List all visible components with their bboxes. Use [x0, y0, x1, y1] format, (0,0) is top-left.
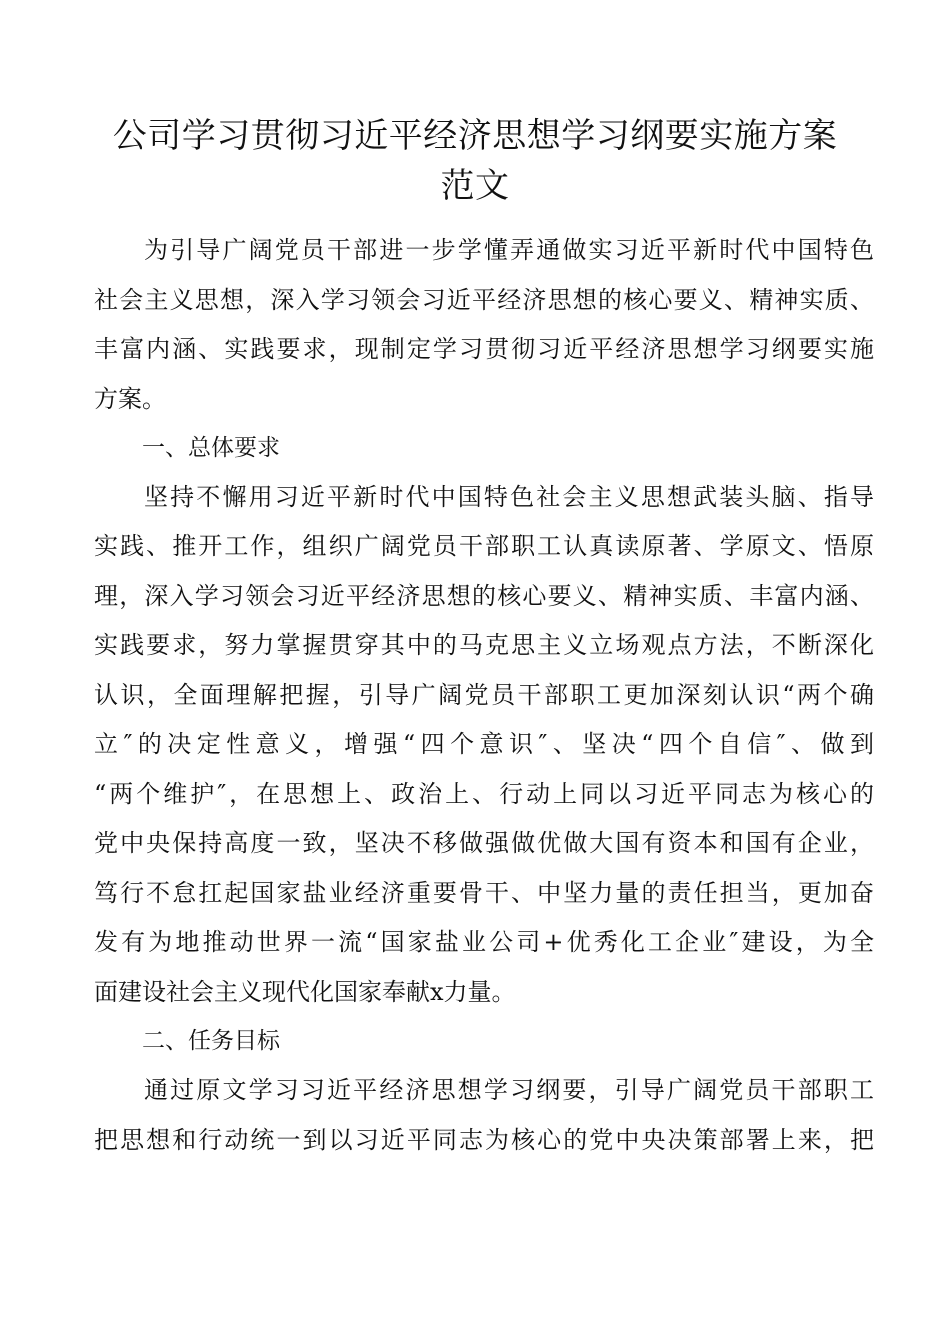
document-title-line-1: 公司学习贯彻习近平经济思想学习纲要实施方案 [112, 116, 838, 156]
section1-line-7: “两个维护″，在思想上、政治上、行动上同以习近平同志为核心的 [94, 780, 874, 808]
document-title-line-2: 范文 [440, 166, 510, 206]
section2-line-1: 通过原文学习习近平经济思想学习纲要，引导广阔党员干部职工 [144, 1076, 874, 1104]
section1-line-2: 实践、推开工作，组织广阔党员干部职工认真读原著、学原文、悟原 [94, 532, 874, 560]
section2-line-2: 把思想和行动统一到以习近平同志为核心的党中央决策部署上来，把 [94, 1126, 874, 1154]
section1-line-5: 认识，全面理解把握，引导广阔党员干部职工更加深刻认识“两个确 [94, 681, 874, 709]
section-heading-task-goals: 二、任务目标 [142, 1028, 280, 1054]
intro-line-3: 丰富内涵、实践要求，现制定学习贯彻习近平经济思想学习纲要实施 [94, 335, 874, 363]
intro-line-1: 为引导广阔党员干部进一步学懂弄通做实习近平新时代中国特色 [144, 236, 874, 264]
intro-line-4: 方案。 [94, 385, 166, 413]
section1-line-1: 坚持不懈用习近平新时代中国特色社会主义思想武装头脑、指导 [144, 483, 874, 511]
section1-line-9: 笃行不怠扛起国家盐业经济重要骨干、中坚力量的责任担当，更加奋 [94, 879, 874, 907]
section1-line-8: 党中央保持高度一致，坚决不移做强做优做大国有资本和国有企业， [94, 829, 874, 857]
section1-line-3: 理，深入学习领会习近平经济思想的核心要义、精神实质、丰富内涵、 [94, 582, 874, 610]
section1-line-10: 发有为地推动世界一流“国家盐业公司+优秀化工企业″建设，为全 [94, 928, 874, 956]
section1-line-6: 立″的决定性意义，增强“四个意识″、坚决“四个自信″、做到 [94, 730, 874, 758]
section1-line-4: 实践要求，努力掌握贯穿其中的马克思主义立场观点方法，不断深化 [94, 631, 874, 659]
intro-line-2: 社会主义思想，深入学习领会习近平经济思想的核心要义、精神实质、 [94, 286, 874, 314]
section1-line-11: 面建设社会主义现代化国家奉献x力量。 [94, 978, 516, 1006]
section-heading-overall-requirements: 一、总体要求 [142, 435, 280, 461]
